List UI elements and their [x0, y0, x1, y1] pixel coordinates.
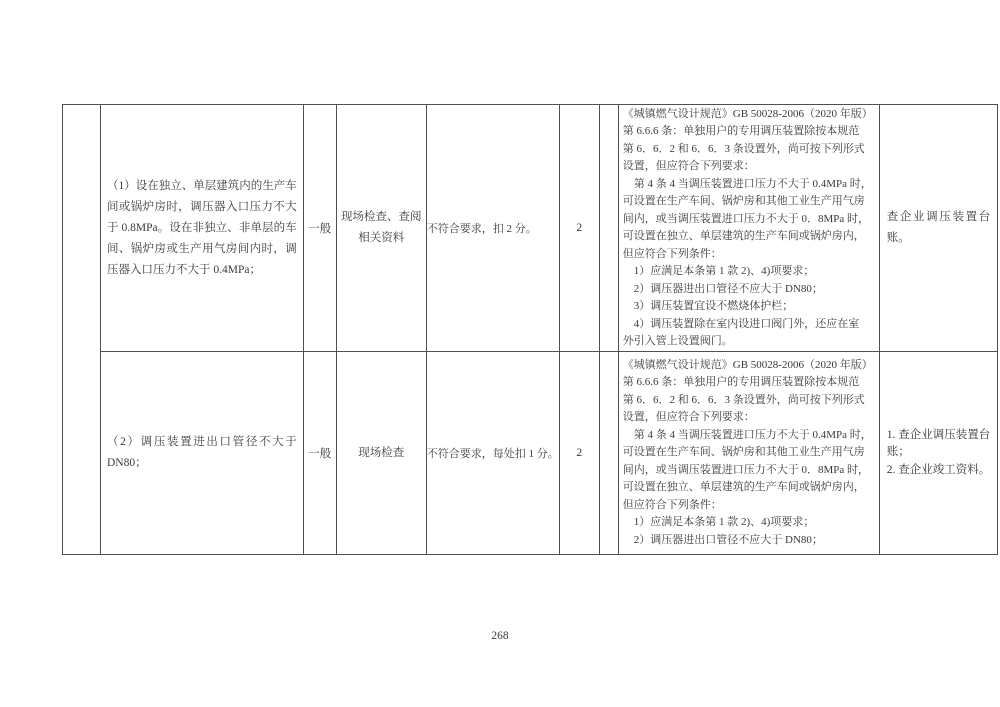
cell-item-1: （1）设在独立、单层建筑内的生产车 间或锅炉房时，调压器入口压力不大 于 0.8MPa。设在非独立、非单层的车 间、锅炉房或生产用气房间内时，调 压器入口压力不大于 0.4MPa； [101, 105, 304, 352]
cell-score-2 [559, 352, 599, 555]
cell-basis-2: 《城镇燃气设计规范》GB 50028-2006（2020 年版） 第 6.6.6 条：单独用户的专用调压装置除按本规范 第 6．6．2 和 6．6．3 条设置外，尚可按下列形式 设置，但应符合下列要求： 第 4 条 4 当调压装置进口压力不大于 0.4MPa 时， 可设置在生产车间、锅炉房和其他工业生产用气房 间内，或当调压装置进口压力不大于 0．8MPa 时， 可设置在独立、单层建筑的生产车间或锅炉房内， 但应符合下列条件： 1）应满足本条第 1 款 2)、4)项要求； 2）调压器进出口管径不应大于 DN80； [618, 352, 879, 555]
cell-spacer-2 [599, 352, 618, 555]
level-label: 一般 [308, 223, 332, 235]
scoring-label: 不符合要求，扣 2 分。 [426, 223, 537, 235]
cell-scoring-2 [426, 352, 559, 555]
cell-check-1: 查企业调压装置台 账。 [879, 105, 998, 352]
page-number: 268 [491, 630, 509, 642]
cell-basis-1: 《城镇燃气设计规范》GB 50028-2006（2020 年版） 第 6.6.6 条：单独用户的专用调压装置除按本规范 第 6．6．2 和 6．6．3 条设置外，尚可按下列形式 设置，但应符合下列要求： 第 4 条 4 当调压装置进口压力不大于 0.4MPa 时， 可设置在生产车间、锅炉房和其他工业生产用气房 间内，或当调压装置进口压力不大于 0．8MPa 时， 可设置在独立、单层建筑的生产车间或锅炉房内， 但应符合下列条件： 1）应满足本条第 1 款 2)、4)项要求； 2）调压器进出口管径不应大于 DN80； 3）调压装置宜设不燃烧体护栏； 4）调压装置除在室内设进口阀门外，还应在室 外引入管上设置阀门。 [618, 105, 879, 352]
cell-method-2: 现场检查 [336, 352, 426, 555]
table-row [63, 352, 998, 555]
score-value: 2 [576, 447, 583, 459]
cell-level-2 [303, 352, 336, 555]
cell-method-1: 现场检查、查阅 相关资料 [336, 105, 426, 352]
cell-item-2: （2）调压装置进出口管径不大于 DN80； [101, 352, 304, 555]
cell-spacer-1 [599, 105, 618, 352]
scoring-label: 不符合要求，每处扣 1 分。 [426, 448, 559, 460]
inspection-table [62, 104, 998, 555]
table-row [63, 105, 998, 352]
cell-level-1 [303, 105, 336, 352]
score-value: 2 [576, 222, 583, 234]
cell-scoring-1 [426, 105, 559, 352]
cell-check-2: 1. 查企业调压装置台 账； 2. 查企业竣工资料。 [879, 352, 998, 555]
cell-serial-empty [63, 105, 101, 555]
cell-score-1 [559, 105, 599, 352]
level-label: 一般 [308, 448, 332, 460]
